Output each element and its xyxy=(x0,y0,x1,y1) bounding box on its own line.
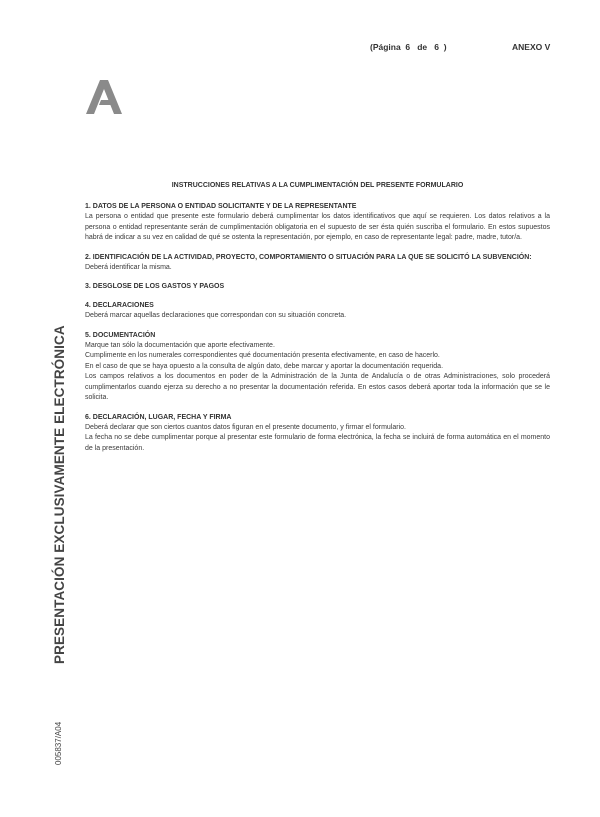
section-heading: 5. DOCUMENTACIÓN xyxy=(85,331,156,339)
section-applicant-data xyxy=(85,202,550,244)
section-paragraph: Deberá identificar la misma. xyxy=(85,263,172,271)
section-paragraph: Marque tan sólo la documentación que aporte efectivamente. xyxy=(85,341,275,349)
section-expenses-breakdown xyxy=(85,282,550,292)
section-paragraph: Los campos relativos a los documentos en poder de la Administración de la Junta de Andalucía o de otras Administraciones, solo procederá cumplimentarlos cuando ejerza su derecho a no presentar la documentación referida. En estos casos deberá aportar toda la información que se le solicita. xyxy=(85,373,550,401)
page-indicator: (Página 6 de 6 ) xyxy=(370,42,447,52)
section-declarations xyxy=(85,301,550,322)
section-paragraph: La persona o entidad que presente este formulario deberá cumplimentar los datos identificativos que aquí se requieren. Los datos relativos a la persona o entidad representante serán de cumplimentación obligatoria en el supuesto de ser ésta quién suscriba el formulario. En estos supuestos habrá de indicar a su vez en calidad de qué se ostenta la representación, por ejemplo, en caso de representante legal: padre, madre, tutor/a. xyxy=(85,213,550,241)
section-heading: 3. DESGLOSE DE LOS GASTOS Y PAGOS xyxy=(85,283,225,290)
section-heading: 4. DECLARACIONES xyxy=(85,302,154,309)
presentation-mode-label: PRESENTACIÓN EXCLUSIVAMENTE ELECTRÓNICA xyxy=(52,325,67,664)
section-paragraph: Deberá marcar aquellas declaraciones que correspondan con su situación concreta. xyxy=(85,312,347,319)
section-activity-identification xyxy=(85,253,550,274)
section-heading: 6. DECLARACIÓN, LUGAR, FECHA Y FIRMA xyxy=(85,413,232,421)
form-code: 005837/A04 xyxy=(54,721,63,765)
section-heading: 1. DATOS DE LA PERSONA O ENTIDAD SOLICITANTE Y DE LA REPRESENTANTE xyxy=(85,203,357,210)
section-paragraph: En el caso de que se haya opuesto a la consulta de algún dato, debe marcar y aportar la documentación requerida. xyxy=(85,362,444,370)
section-heading: 2. IDENTIFICACIÓN DE LA ACTIVIDAD, PROYECTO, COMPORTAMIENTO O SITUACIÓN PARA LA QUE SE SOLICITÓ LA SUBVENCIÓN: xyxy=(85,253,532,261)
junta-andalucia-logo-icon xyxy=(86,80,122,114)
document-title: INSTRUCCIONES RELATIVAS A LA CUMPLIMENTACIÓN DEL PRESENTE FORMULARIO xyxy=(171,182,464,189)
section-paragraph: Deberá declarar que son ciertos cuantos datos figuran en el presente documento, y firmar el formulario. xyxy=(85,423,407,431)
annex-label: ANEXO V xyxy=(512,42,551,52)
section-paragraph: Cumplimente en los numerales correspondientes qué documentación presenta efectivamente, en caso de hacerlo. xyxy=(85,352,440,359)
section-paragraph: La fecha no se debe cumplimentar porque al presentar este formulario de forma electrónica, la fecha se incluirá de forma automática en el momento de la presentación. xyxy=(85,434,550,452)
instructions-body xyxy=(85,202,550,463)
section-documentation xyxy=(85,331,550,404)
section-declaration-place-date-signature xyxy=(85,413,550,455)
